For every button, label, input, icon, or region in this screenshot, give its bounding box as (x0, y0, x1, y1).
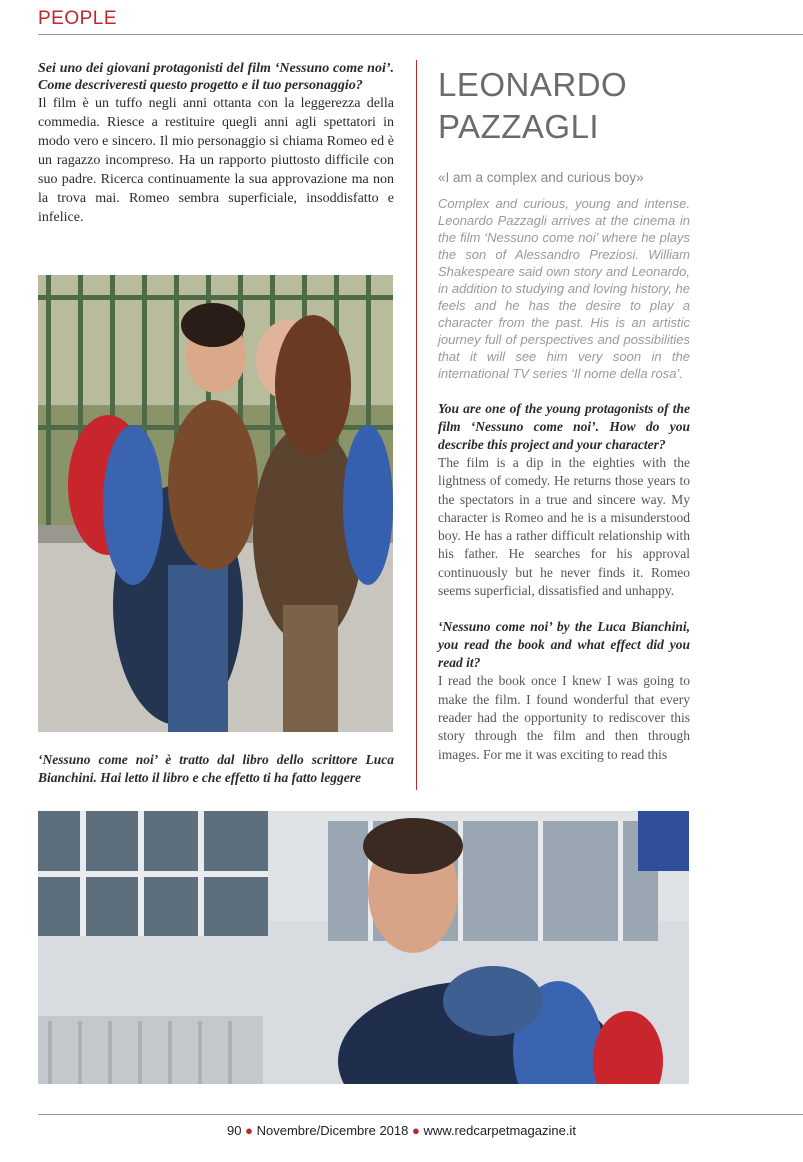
separator-dot-icon: ● (411, 1123, 420, 1138)
english-answer-1: The film is a dip in the eighties with the lightness of comedy. He returns those years to the spectators in a true and sincere way. My character is Romeo and he is a misunderstood boy. He has a rather difficult relationship with his father. He searches for his approval continuously but he never finds it. Romeo seems superficial, dissatisfied and unhappy. (438, 455, 690, 599)
italian-column (38, 60, 394, 227)
english-answer-2: I read the book once I knew I was going to make the film. I found wonderful that every reader had the opportunity to rediscover this story through the film and then through images. For me it was exciting to read this (438, 673, 690, 762)
issue-date: Novembre/Dicembre 2018 (256, 1123, 409, 1138)
section-label: PEOPLE (38, 8, 118, 29)
italian-answer-1: Il film è un tuffo negli anni ottanta con la leggerezza della commedia. Riesce a restituire quegli anni agli spettatori in modo vero e sincero. Il mio personaggio si chiama Romeo ed è un ragazzo incompreso. Ha un rapporto piuttosto difficile con suo padre. Ricerca continuamente la sua approvazione ma non la trova mai. Romeo sembra superficiale, insoddisfatto e infelice. (38, 96, 394, 225)
english-column (438, 64, 690, 764)
column-divider (416, 60, 417, 790)
headline (438, 64, 690, 148)
headline-last-name: PAZZAGLI (438, 108, 600, 145)
film-still-couple-photo (38, 275, 393, 732)
tagline: «I am a complex and curious boy» (438, 170, 644, 185)
page-number: 90 (227, 1123, 242, 1138)
headline-first-name: LEONARDO (438, 66, 628, 103)
bottom-rule (38, 1114, 803, 1115)
intro-paragraph: Complex and curious, young and intense. Leonardo Pazzagli arrives at the cinema in the film ‘Nessuno come noi’ where he plays the son of Alessandro Preziosi. William Shakespeare said own story and Leonardo, in addition to studying and loving history, he feels and he has the desire to play a character from the past. His is an artistic journey full of perspectives and possibilities that it will see him very soon in the international TV series ‘Il nome della rosa’. (438, 196, 690, 381)
english-question-1: You are one of the young protagonists of the film ‘Nessuno come noi’. How do you describe this project and your character? (438, 401, 690, 452)
top-rule (38, 34, 803, 35)
film-still-portrait-photo (38, 811, 689, 1084)
italian-question-1: Sei uno dei giovani protagonisti del film ‘Nessuno come noi’. Come descriveresti questo progetto e il tuo personaggio? (38, 61, 394, 93)
italian-question-2: ‘Nessuno come noi’ è tratto dal libro dello scrittore Luca Bianchini. Hai letto il libro e che effetto ti ha fatto leggere (38, 752, 394, 785)
english-question-2: ‘Nessuno come noi’ by the Luca Bianchini, you read the book and what effect did you read it? (438, 619, 690, 671)
separator-dot-icon: ● (245, 1123, 253, 1138)
page-footer (0, 1123, 803, 1138)
website-url: www.redcarpetmagazine.it (423, 1123, 576, 1138)
